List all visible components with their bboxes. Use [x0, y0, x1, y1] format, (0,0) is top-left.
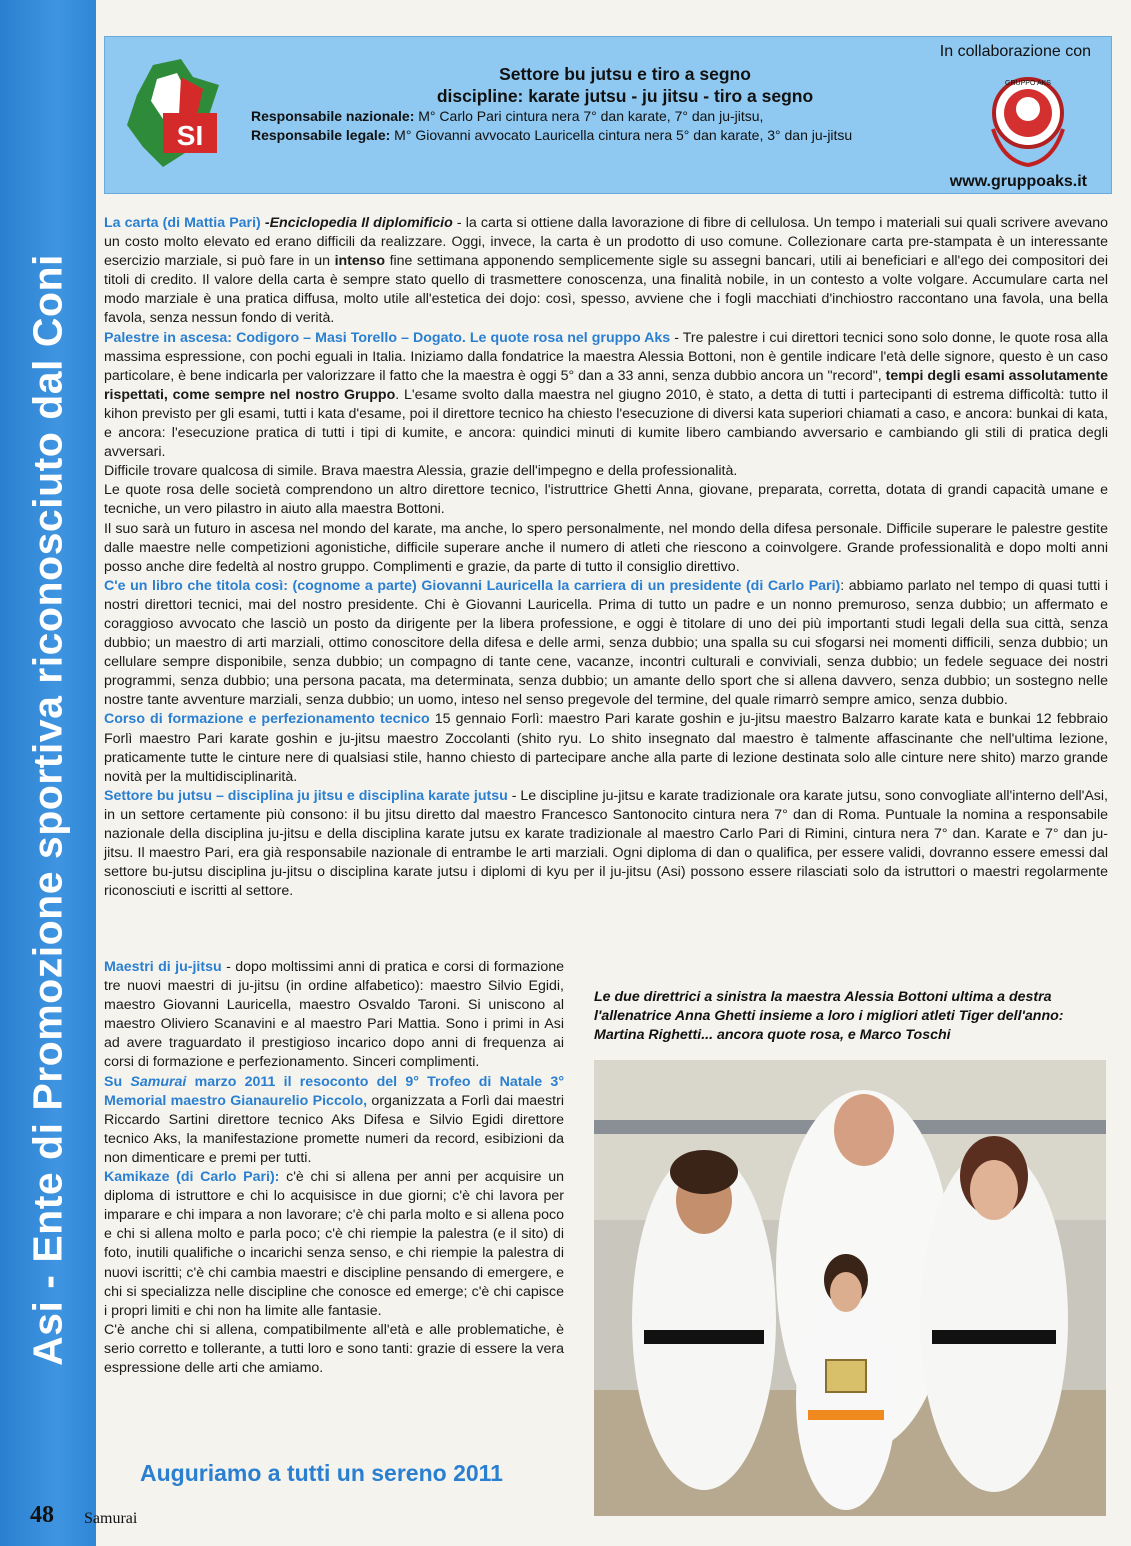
text: marzo 2011 il resoconto del 9° Trofeo di Natale 3° Memorial maestro Gianaurelio Piccolo,: [104, 1073, 564, 1109]
heading-settore: Settore bu jutsu – disciplina ju jitsu e disciplina karate jutsu: [104, 787, 508, 804]
text: organizzata a Forlì dai maestri Riccardo Sartini direttore tecnico Aks Difesa e Silvio Egidi direttore tecnico Aks, la manifestazione promette numeri da record, esibizioni da non dimenticare e premi per tutti.: [104, 1092, 564, 1166]
text: . L'esame svolto dalla maestra nel giugno 2010, è stato, a detta di tutti i partecipanti di estrema difficoltà: tutto il kihon previsto per gli esami, tutti i kata d'esame, poi il direttore tecnico ha chiesto l'esecuzione di diversi kata superiori chiamati a caso, e ancora: bunkai di kata, e ancora: l'esecuzione pratica di tutti i tipi di kumite, e ancora: quindici minuti di kumite libero cambiando avversario e cambiando gli stili di pratica degli avversari.: [104, 386, 1108, 461]
magazine-name: Samurai: [84, 1510, 138, 1527]
paragraph-maestri: [104, 958, 564, 1073]
article-body: [104, 214, 1108, 901]
paragraph-corso: [104, 710, 1108, 786]
paragraph-libro: [104, 577, 1108, 711]
paragraph-carta: [104, 214, 1108, 329]
sidebar-title: Asi - Ente di Promozione sportiva riconosciuto dal Coni: [24, 254, 71, 1366]
asi-logo-icon: [123, 55, 227, 173]
photo-caption: Le due direttrici a sinistra la maestra Alessia Bottoni ultima a destra l'allenatrice Anna Ghetti insieme a loro i migliori atleti Tiger dell'anno: Martina Righetti... ancora quote rosa, e Marco Toschi: [594, 989, 1064, 1043]
paragraph: C'è anche chi si allena, compatibilmente all'età e alle problematiche, è serio corretto e tollerante, a tutti loro e sono tanti: grazie di essere la vera espressione delle arti che amiamo.: [104, 1321, 564, 1376]
paragraph: Difficile trovare qualcosa di simile. Brava maestra Alessia, grazie dell'impegno e della professionalità.: [104, 463, 738, 480]
header-title-line1: Settore bu jutsu e tiro a segno: [499, 64, 751, 84]
heading-corso: Corso di formazione e perfezionamento tecnico: [104, 711, 430, 728]
paragraph-trofeo: [104, 1073, 564, 1168]
bold-text: tempi degli esami assolutamente rispettati, come sempre nel nostro Gruppo: [104, 367, 1108, 403]
paragraph-palestre: [104, 329, 1108, 463]
heading-libro: C'e un libro che titola così: (cognome a parte) Giovanni Lauricella la carriera di un presidente (di Carlo Pari): [104, 577, 841, 594]
text: - Tre palestre i cui direttori tecnici sono solo donne, le quote rosa alla massima espressione, con pochi eguali in Italia. Iniziamo dalla fondatrice la maestra Alessia Bottoni, non è gentile indicare l'età delle signore, questo è un caso particolare, è bene indicarla per valorizzare il fatto che la maestra è oggi 5° dan a 33 anni, senza dubbio ancora un "record",: [104, 329, 1109, 384]
svg-text:SI: SI: [176, 120, 204, 151]
resp-naz-label: Responsabile nazionale:: [251, 108, 415, 124]
text: - la carta si ottiene dalla lavorazione di fibre di cellulosa. Un tempo i materiali sui quali scrivere avevano un costo molto elevato ed erano difficili da realizzare. Oggi, invece, la carta è un prodotto di uso comune. Collezionare carta pre-stampata è un interessante esercizio marziale, si può fare in un: [104, 215, 1108, 270]
text: - dopo moltissimi anni di pratica e corsi di formazione tre nuovi maestri di ju-jitsu (in ordine alfabetico): maestro Silvio Egidi, maestro Giovanni Lauricella, maestro Osvaldo Taroni. Si uniscono al maestro Oliviero Scanavini e al maestro Pari Mattia. Sono i primi in Asi ad avere traguardato il prestigioso incarico dopo anni di frequenza ai corsi di formazione e perfezionamento. Sinceri complimenti.: [104, 959, 564, 1071]
heading-carta: La carta (di Mattia Pari): [104, 215, 261, 231]
subheading-enciclopedia: -Enciclopedia Il diplomificio: [264, 215, 453, 231]
italic-text: Samurai: [130, 1073, 187, 1090]
greeting-banner: Auguriamo a tutti un sereno 2011: [140, 1460, 503, 1486]
text: fine settimana apponendo semplicemente sigle su assegni bancari, utili ai beneficiari e all'ego dei compositori dei titoli di credito. Il valore della carta è sempre stato quello di trasmettere conoscenza, una finalità nobile, in un contesto a volte volgare. Accumulare carta nel modo marziale è una pratica diffusa, molto utile all'estetica dei dojo: così, spesso, avviene che i fogli macchiati d'inchiostro raccontano una favola, una bella favola, senza nessun fondo di verità.: [104, 253, 1108, 327]
text: : abbiamo parlato nel tempo di quasi tutti i nostri direttori tecnici, mai del nostro presidente. Chi è Giovanni Lauricella. Prima di tutto un padre e un nonno premuroso, senza dubbio; un affermato e coraggioso avvocato che lasciò un posto da dirigente per la libera professione, e oggi è titolare di uno dei più importanti studi legali della sua città, senza dubbio; un maestro di arti marziali, ottimo conoscitore della difesa e delle armi, senza dubbio; una spalla su cui sfogarsi nei momenti difficili, senza dubbio; un cellulare sempre disponibile, senza dubbio; un compagno di tante cene, vacanze, incontri culturali e conviviali, senza dubbio; un fedele seguace dei nostri programmi, senza dubbio; una persona pacata, ma determinata, senza dubbio; un amante dello sport che si allena davvero, senza dubbio; un sostegno nelle nostre tante avventure marziali, senza dubbio; un uomo, inteso nel senso pregevole del termine, del quale rimarrò sempre amico, senza dubbio.: [104, 577, 1108, 709]
text: - Le discipline ju-jitsu e karate tradizionale ora karate jutsu, sono convogliate all'interno dell'Asi, in un settore certamente più consono: il bu jitsu diretto dal maestro Francesco Santonocito cintura nera 7° dan di Roma. Puntuale la nomina a responsabile nazionale della disciplina ju-jitsu e della disciplina karate jutsu ex karate tradizionale al maestro Carlo Pari di Rimini, cintura nera 7° dan. Karate e 7° dan ju-jitsu. Il maestro Pari, era già responsabile nazionale di entrambe le arti marziali. Ogni diploma di dan o qualifica, per essere validi, dovranno essere emessi dal settore bu-jutsu disciplina ju-jitsu o disciplina karate jutsu i diplomi di kyu per il ju-jitsu (Asi) possono essere rilasciati solo da istruttori o maestri regolarmente riconosciuti e iscritti al settore.: [104, 787, 1108, 900]
heading-maestri: Maestri di ju-jitsu: [104, 959, 222, 975]
heading-kamikaze: Kamikaze (di Carlo Pari):: [104, 1169, 280, 1186]
group-photo-image: [594, 1060, 1106, 1516]
bold-text: intenso: [334, 253, 386, 270]
header-responsibles: [251, 107, 1091, 145]
website-link[interactable]: www.gruppoaks.it: [949, 173, 1087, 190]
page-number: 48: [30, 1502, 54, 1528]
group-photo: [594, 1060, 1106, 1516]
paragraph: Il suo sarà un futuro in ascesa nel mondo del karate, ma anche, lo spero personalmente, nel mondo della difesa personale. Difficile superare le palestre gestite dalle maestre nelle competizioni agonistiche, difficile superare anche il numero di atleti che riescono a coinvolgere. Grande professionalità e dopo molti anni posso anche dire fedeltà al nostro gruppo. Complimenti e grazie, da parte di tutto il consiglio direttivo.: [104, 520, 1108, 575]
resp-leg-label: Responsabile legale:: [251, 127, 391, 143]
gruppo-aks-logo-icon: [983, 69, 1073, 169]
collab-label: In collaborazione con: [939, 43, 1091, 60]
text: Su: [104, 1073, 131, 1090]
resp-nazionale: [251, 107, 1091, 126]
resp-legale: [251, 126, 1091, 145]
header-title-line2: discipline: karate jutsu - ju jitsu - tiro a segno: [436, 86, 814, 106]
section-header: [104, 36, 1112, 194]
paragraph: Le quote rosa delle società comprendono un altro direttore tecnico, l'istruttrice Ghetti Anna, giovane, preparata, corretta, dotata di grandi capacità umane e tecniche, un vero pilastro in aiuto alla maestra Bottoni.: [104, 482, 1108, 518]
text: 15 gennaio Forlì: maestro Pari karate goshin e ju-jitsu maestro Balzarro karate kata e bunkai 12 febbraio Forlì maestro Pari karate goshin e ju-jitsu maestro Zoccolanti (shito ryu. Lo shito insegnato dal maestro è talmente affascinante che nell'ultima lezione, praticamente tutte le cinture nere di qualsiasi stile, hanno chiesto di partecipare anche alla parte di lezione destinata solo alle cinture nere shito) marzo grande novità per la multidisciplinarità.: [104, 711, 1108, 785]
text: c'è chi si allena per anni per acquisire un diploma di istruttore e chi lo acquisisce in due giorni; c'è chi lavora per imparare e chi impara a non lavorare; c'è chi parla molto e si allena poco e chi si allena molto e parla poco; c'è chi riempie la palestra (e il sito) di foto, inutili qualifiche o incarichi senza senso, e chi riempie la palestra di nuovi iscritti; c'è chi cambia maestri e discipline pensando di emergere, e chi si specializza nelle discipline che conosce ed emerge; c'è chi capisce i propri limiti e chi non ha limite alle fantasie.: [104, 1169, 564, 1319]
sidebar-band: [0, 0, 96, 1546]
lower-column: [104, 958, 564, 1378]
svg-text:GRUPPO AKS: GRUPPO AKS: [1005, 80, 1051, 87]
resp-leg-value: M° Giovanni avvocato Lauricella cintura nera 5° dan karate, 3° dan ju-jitsu: [394, 127, 853, 143]
heading-palestre: Palestre in ascesa: Codigoro – Masi Torello – Dogato. Le quote rosa nel gruppo Aks: [104, 329, 671, 346]
paragraph-kamikaze: [104, 1168, 564, 1321]
paragraph-settore: [104, 787, 1108, 902]
resp-naz-value: M° Carlo Pari cintura nera 7° dan karate, 7° dan ju-jitsu,: [418, 108, 764, 124]
header-title: [255, 63, 995, 107]
